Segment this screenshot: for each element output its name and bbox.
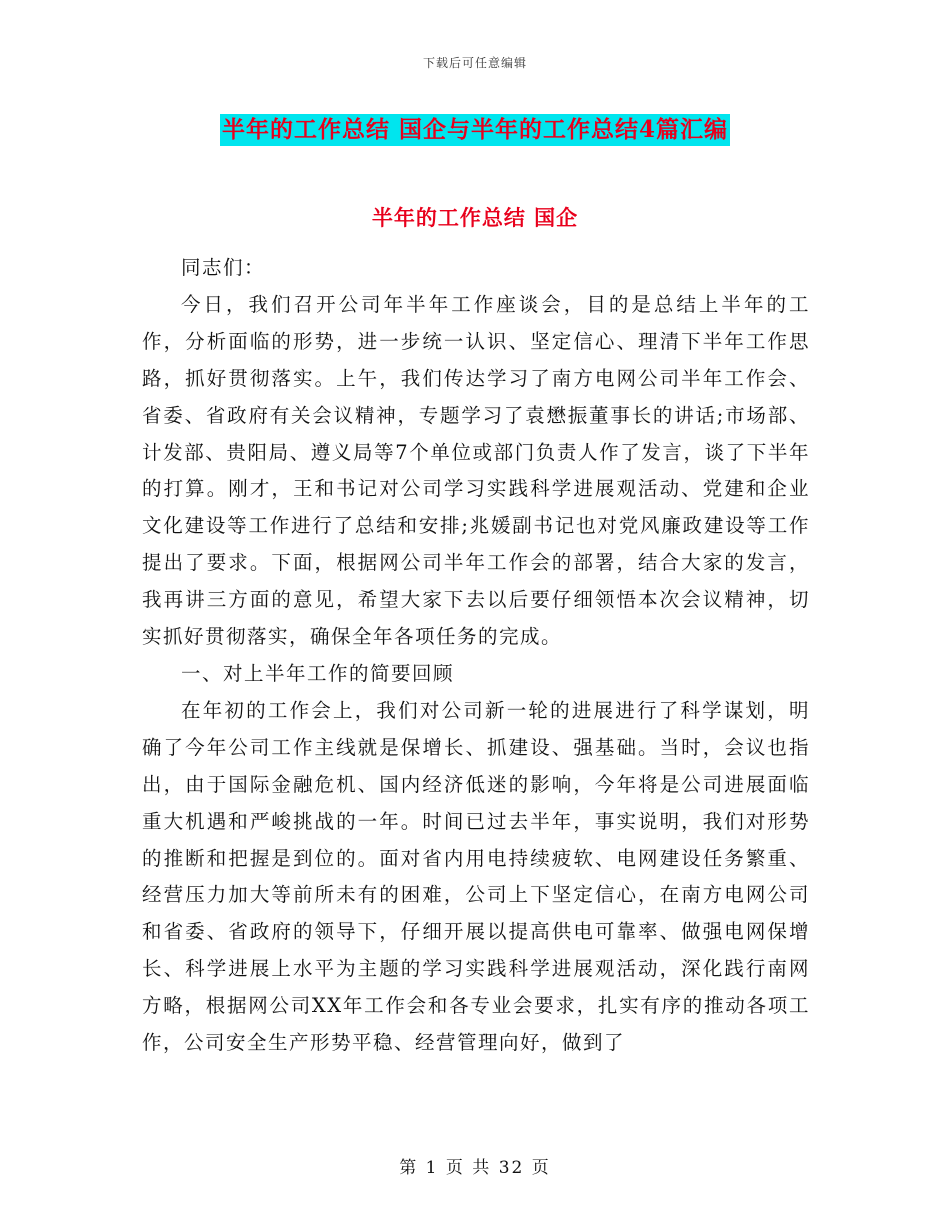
document-title: 半年的工作总结 国企与半年的工作总结4篇汇编 [220,114,730,146]
section-heading: 一、对上半年工作的简要回顾 [181,661,455,685]
salutation-paragraph: 同志们： [181,256,266,279]
page-number: 第 1 页 共 32 页 [399,1158,551,1178]
document-body [142,250,810,1062]
header-note: 下载后可任意编辑 [422,56,527,70]
body-paragraph: 在年初的工作会上，我们对公司新一轮的进展进行了科学谋划，明确了今年公司工作主线就是保增长、抓建设、强基础。当时，会议也指出，由于国际金融危机、国内经济低迷的影响，今年将是公司进展面临重大机遇和严峻挑战的一年。时间已过去半年，事实说明，我们对形势的推断和把握是到位的。面对省内用电持续疲软、电网建设任务繁重、经营压力加大等前所未有的困难，公司上下坚定信心，在南方电网公司和省委、省政府的领导下，仔细开展以提高供电可靠率、做强电网保增长、科学进展上水平为主题的学习实践科学进展观活动，深化践行南网方略，根据网公司XX年工作会和各专业会要求，扎实有序的推动各项工作，公司安全生产形势平稳、经营管理向好，做到了 [142,698,810,1055]
body-paragraph: 今日，我们召开公司年半年工作座谈会，目的是总结上半年的工作，分析面临的形势，进一步统一认识、坚定信心、理清下半年工作思路，抓好贯彻落实。上午，我们传达学习了南方电网公司半年工作会、省委、省政府有关会议精神，专题学习了袁懋振董事长的讲话;市场部、计发部、贵阳局、遵义局等7个单位或部门负责人作了发言，谈了下半年的打算。刚才，王和书记对公司学习实践科学进展观活动、党建和企业文化建设等工作进行了总结和安排;兆媛副书记也对党风廉政建设等工作提出了要求。下面，根据网公司半年工作会的部署，结合大家的发言，我再讲三方面的意见，希望大家下去以后要仔细领悟本次会议精神，切实抓好贯彻落实，确保全年各项任务的完成。 [142,292,810,649]
title-block [0,114,950,146]
section-title: 半年的工作总结 国企 [371,205,579,230]
